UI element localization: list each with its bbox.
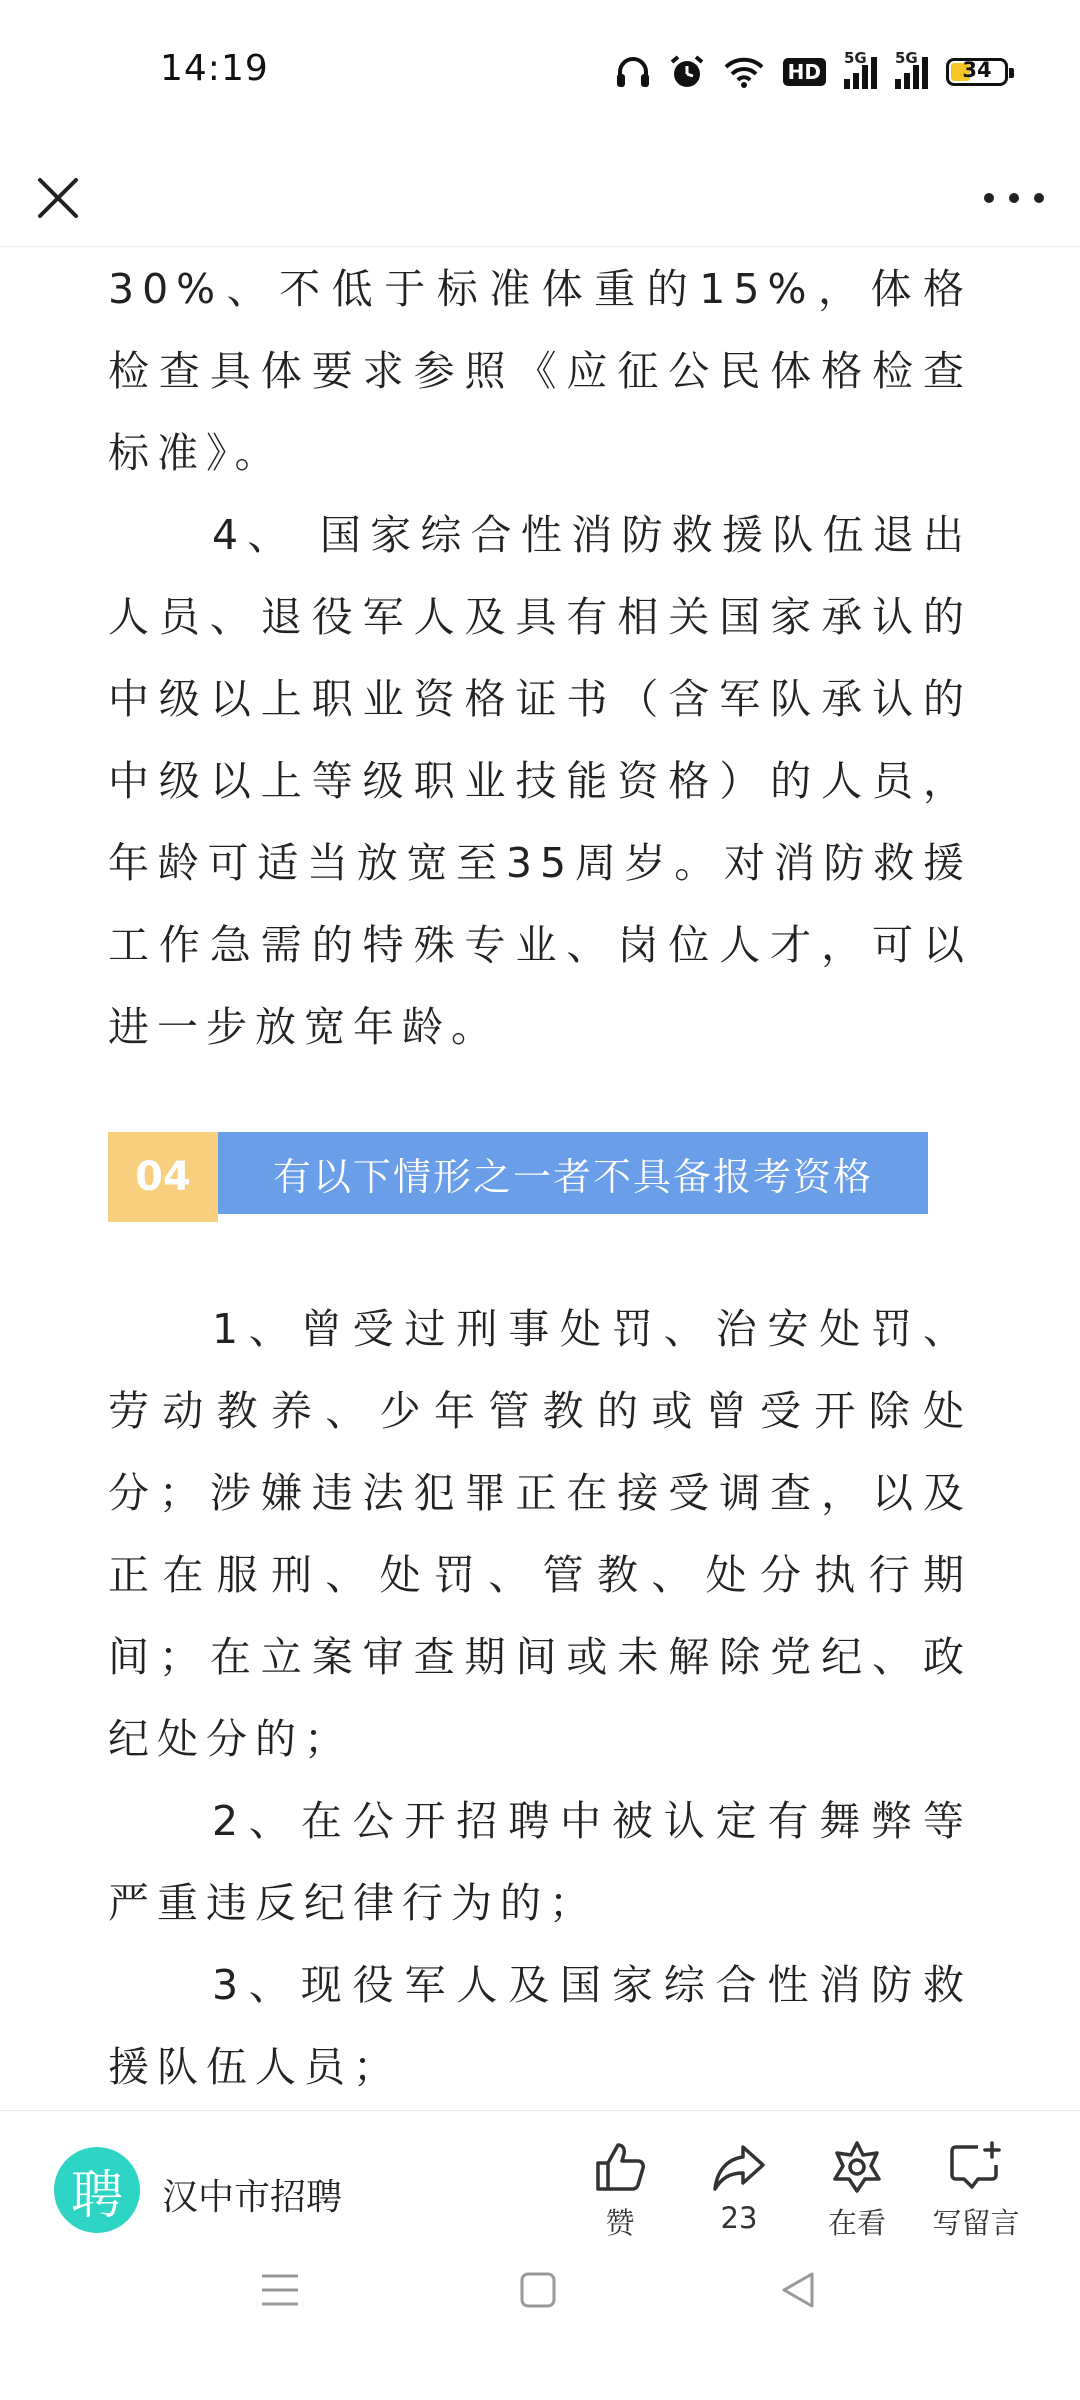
paragraph: 30%、不低于标准体重的15%，体格检查具体要求参照《应征公民体格检查标准》。 (108, 265, 972, 477)
status-icons (615, 50, 1008, 94)
comment-label: 写留言 (932, 2206, 1020, 2240)
like-button[interactable] (560, 2139, 680, 2242)
comment-button[interactable] (916, 2139, 1036, 2242)
bottom-bar (0, 2110, 1080, 2251)
top-nav (0, 150, 1080, 247)
paragraph: 4、 国家综合性消防救援队伍退出人员、退役军人及具有相关国家承认的中级以上职业资格证书（含军队承认的中级以上等级职业技能资格）的人员，年龄可适当放宽至35周岁。对消防救援工作急需的特殊专业、岗位人才，可以进一步放宽年龄。 (108, 511, 972, 1051)
back-icon[interactable] (758, 2250, 838, 2330)
headphones-icon (615, 55, 651, 89)
section-number: 04 (108, 1132, 218, 1222)
wow-label: 在看 (827, 2206, 886, 2240)
wow-button[interactable] (797, 2139, 917, 2242)
share-button[interactable] (679, 2139, 799, 2235)
account-name[interactable]: 汉中市招聘 (162, 2177, 343, 2218)
system-nav-bar (0, 2250, 1080, 2400)
close-icon[interactable] (28, 168, 88, 228)
flower-icon (829, 2139, 885, 2195)
signal-1-icon: 5G (844, 55, 877, 89)
battery-icon: 34 (946, 58, 1008, 86)
paragraph: 3、现役军人及国家综合性消防救援队伍人员； (108, 1961, 972, 2091)
comment-icon (948, 2139, 1004, 2195)
section-title: 有以下情形之一者不具备报考资格 (218, 1132, 928, 1214)
paragraph: 1、曾受过刑事处罚、治安处罚、劳动教养、少年管教的或曾受开除处分；涉嫌违法犯罪正在接受调查，以及正在服刑、处罚、管教、处分执行期间；在立案审查期间或未解除党纪、政纪处分的； (108, 1305, 972, 1763)
share-count: 23 (720, 2201, 758, 2235)
alarm-icon (669, 54, 705, 90)
like-label: 赞 (605, 2206, 635, 2240)
signal-2-icon: 5G (895, 55, 928, 89)
more-icon[interactable] (984, 180, 1044, 216)
thumbs-up-icon (592, 2139, 648, 2195)
article-content (108, 248, 972, 2108)
paragraph: 2、在公开招聘中被认定有舞弊等严重违反纪律行为的； (108, 1797, 972, 1927)
share-icon (711, 2139, 767, 2195)
hd-badge: HD (783, 58, 826, 86)
avatar[interactable]: 聘 (54, 2147, 140, 2233)
status-bar (0, 0, 1080, 150)
menu-icon[interactable] (240, 2250, 320, 2330)
section-heading (108, 1132, 972, 1222)
home-icon[interactable] (498, 2250, 578, 2330)
status-time: 14:19 (160, 48, 269, 89)
wifi-icon (723, 56, 765, 88)
